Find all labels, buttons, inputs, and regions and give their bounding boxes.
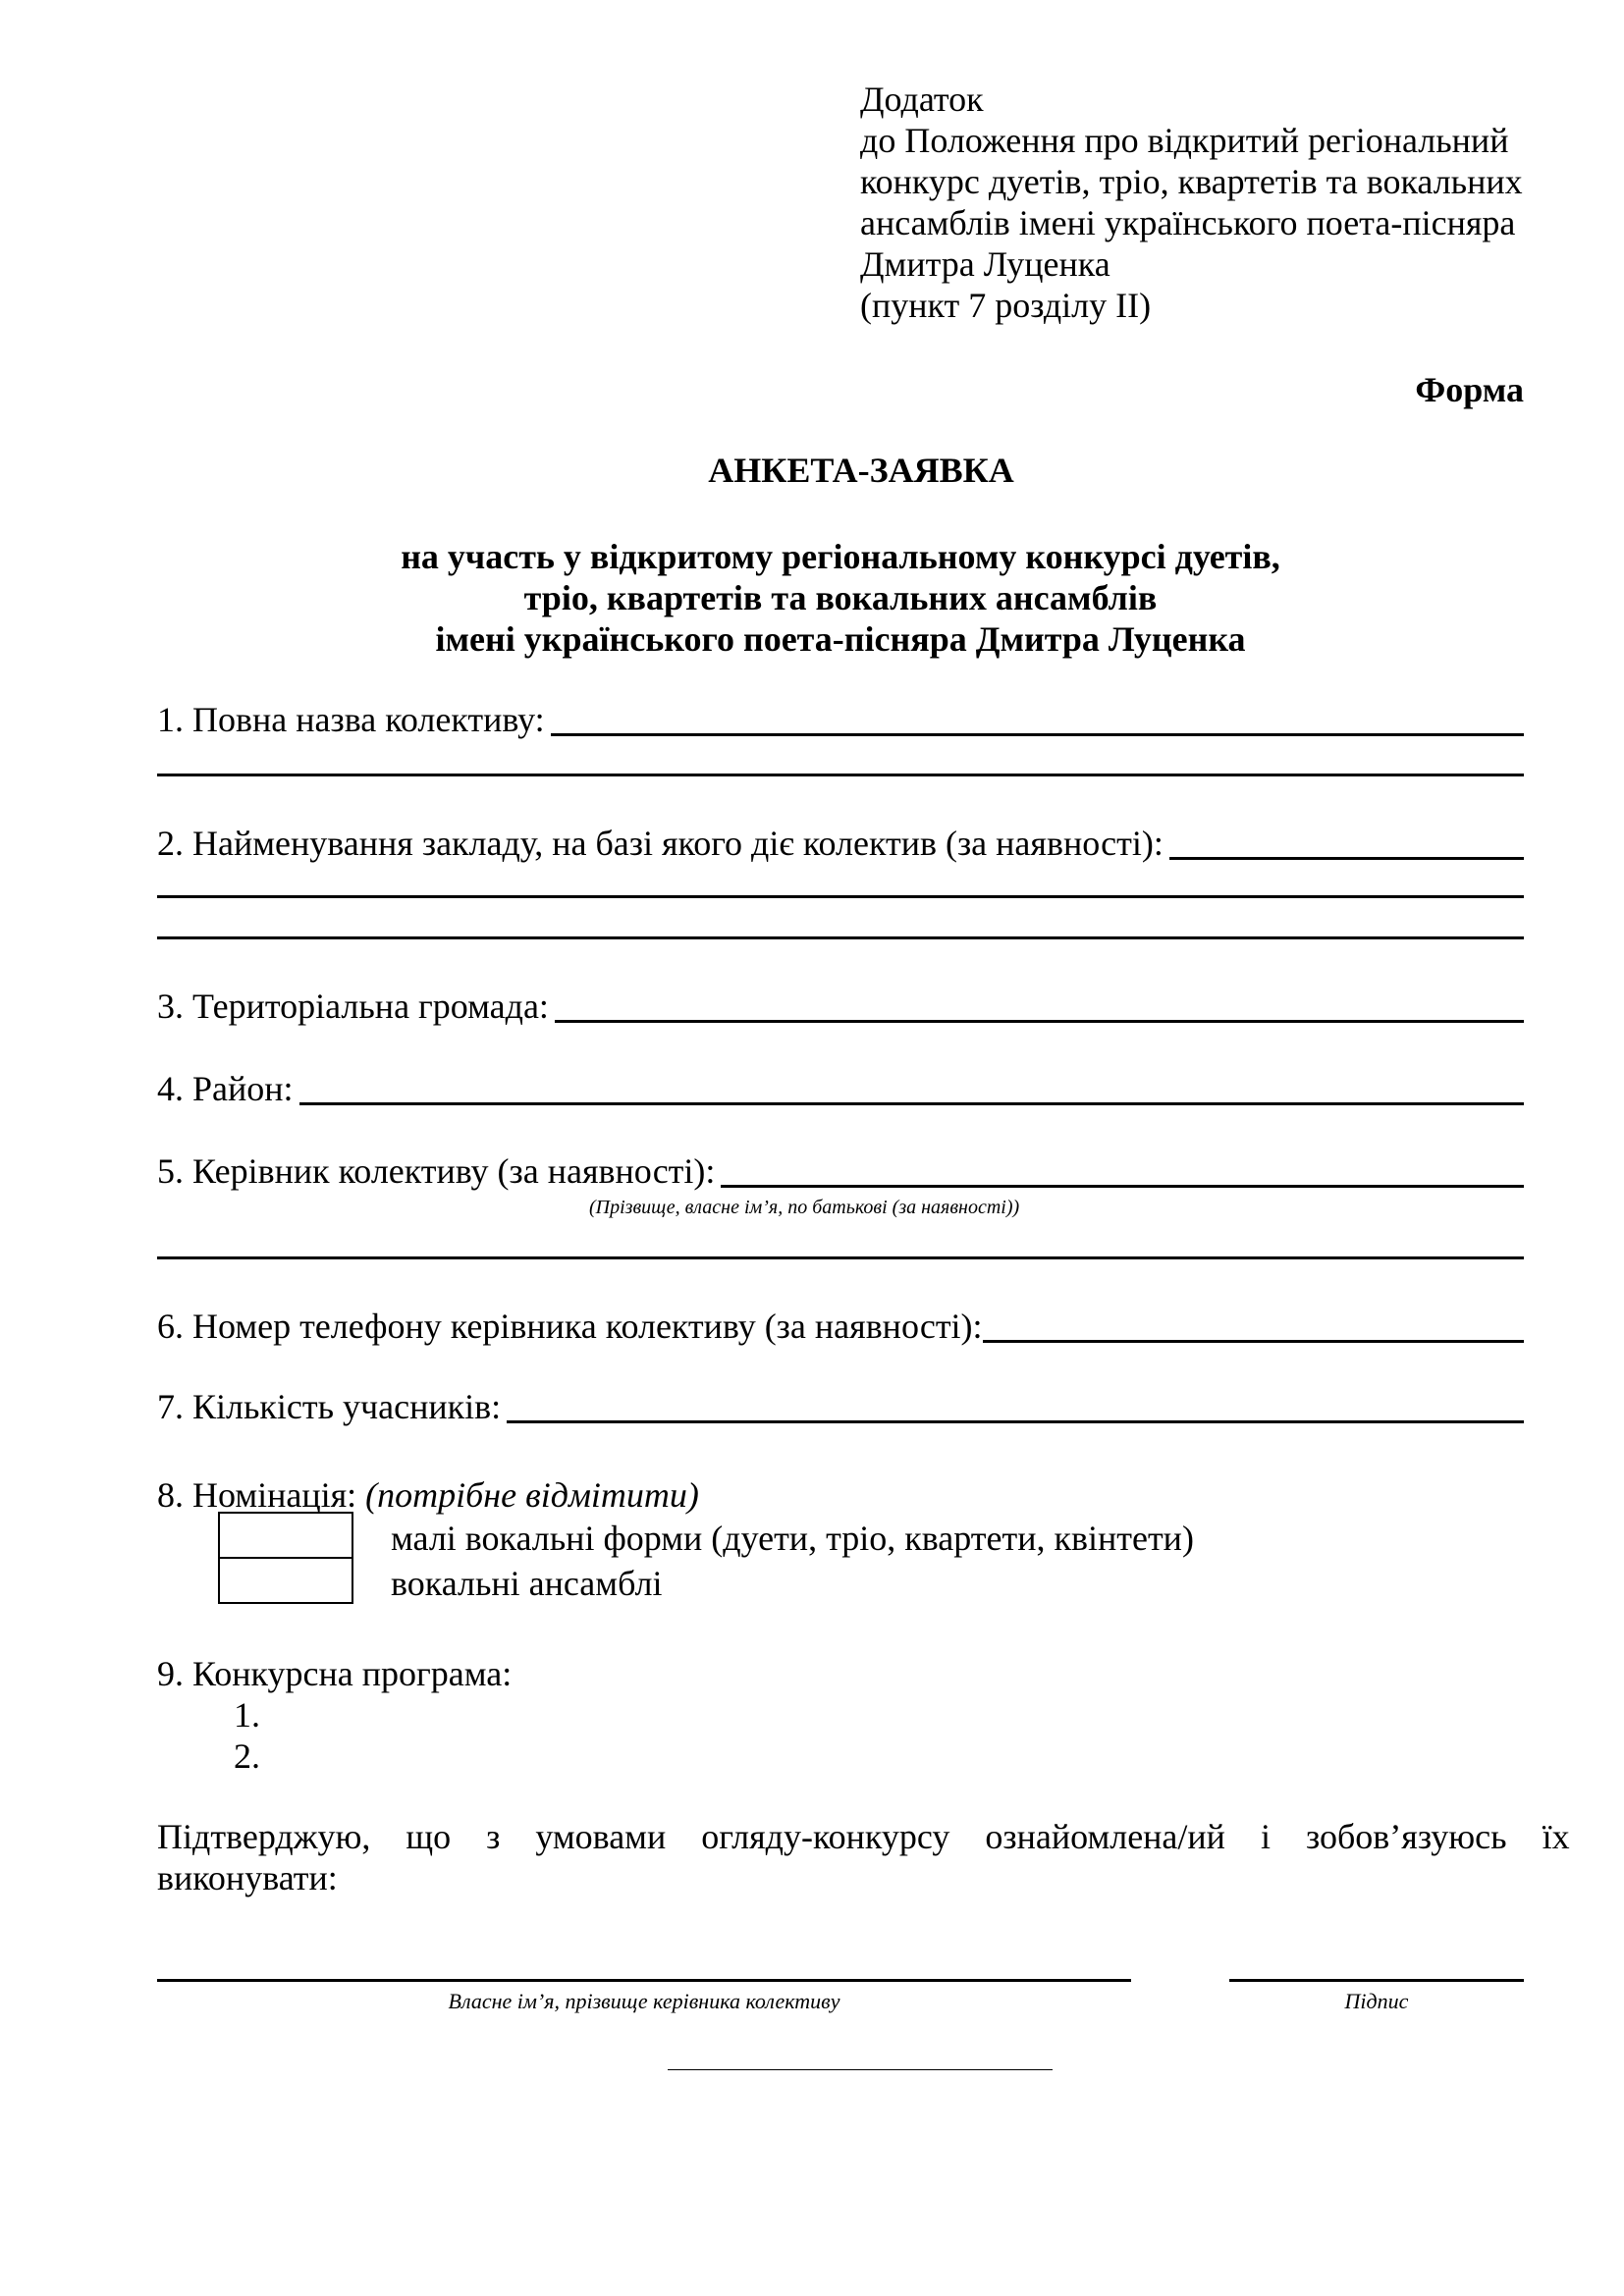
program-item: 2.: [234, 1736, 260, 1776]
field-label: 2. Найменування закладу, на базі якого діє колектив (за наявності):: [157, 824, 1164, 863]
field-label: 4. Район:: [157, 1069, 294, 1108]
field-community: [157, 986, 1524, 1027]
input-line[interactable]: [507, 1420, 1524, 1423]
name-caption: Власне ім’я, прізвище керівника колективу: [448, 1989, 840, 2013]
addendum-line: ансамблів імені українського поета-пісняра: [860, 203, 1516, 242]
field-participants: [157, 1386, 1524, 1427]
field-district: [157, 1068, 1524, 1109]
input-line[interactable]: [157, 774, 1524, 776]
field-label: 8. Номінація:: [157, 1475, 357, 1515]
field-label: 7. Кількість учасників:: [157, 1387, 502, 1426]
field-label: 1. Повна назва колективу:: [157, 700, 545, 739]
input-line[interactable]: [1169, 857, 1524, 860]
addendum-line: Додаток: [860, 80, 984, 119]
subtitle-line: тріо, квартетів та вокальних ансамблів: [523, 578, 1158, 617]
nomination-checkbox[interactable]: [218, 1557, 353, 1604]
form-label: Форма: [1415, 370, 1524, 409]
field-label: 6. Номер телефону керівника колективу (за наявності):: [157, 1307, 983, 1346]
input-line[interactable]: [555, 1020, 1524, 1023]
field-label: 5. Керівник колективу (за наявності):: [157, 1151, 716, 1191]
confirmation-line: Підтверджую, що з умовами огляду-конкурсу ознайомлена/ий і зобов’язуюсь їх: [157, 1817, 1570, 1856]
nomination-checkbox[interactable]: [218, 1512, 353, 1559]
signature-line[interactable]: [1229, 1979, 1524, 1982]
field-phone: [157, 1306, 1524, 1347]
addendum-line: конкурс дуетів, тріо, квартетів та вокальних: [860, 162, 1523, 201]
input-line[interactable]: [721, 1185, 1524, 1188]
sign-caption: Підпис: [1344, 1989, 1409, 2013]
confirmation-line: виконувати:: [157, 1858, 338, 1897]
input-line[interactable]: [551, 733, 1524, 736]
field-note: (потрібне відмітити): [365, 1475, 699, 1515]
name-signature-line[interactable]: [157, 1979, 1131, 1982]
nomination-option: вокальні ансамблі: [391, 1564, 663, 1603]
field-full-name: [157, 699, 1524, 740]
input-line[interactable]: [157, 895, 1524, 898]
input-line[interactable]: [157, 1256, 1524, 1259]
input-line[interactable]: [299, 1102, 1524, 1105]
document-subtitle: [157, 536, 1524, 660]
addendum-line: (пункт 7 розділу ІІ): [860, 286, 1152, 325]
input-line[interactable]: [157, 936, 1524, 939]
field-leader: [157, 1150, 1524, 1192]
bottom-divider: [668, 2069, 1053, 2070]
document-title: АНКЕТА-ЗАЯВКА: [708, 451, 1014, 490]
field-label: 3. Територіальна громада:: [157, 987, 549, 1026]
field-program: 9. Конкурсна програма:: [157, 1654, 513, 1693]
addendum-line: до Положення про відкритий регіональний: [860, 121, 1509, 160]
addendum-line: Дмитра Луценка: [860, 244, 1110, 284]
input-line[interactable]: [983, 1340, 1524, 1343]
nomination-option: малі вокальні форми (дуети, тріо, квартети, квінтети): [391, 1519, 1194, 1558]
field-nomination: [157, 1474, 699, 1516]
field-institution: [157, 823, 1524, 864]
subtitle-line: на участь у відкритому регіональному конкурсі дуетів,: [401, 537, 1280, 576]
addendum-block: [860, 79, 1523, 326]
program-item: 1.: [234, 1695, 260, 1735]
field-hint: (Прізвище, власне ім’я, по батькові (за наявності)): [589, 1197, 1020, 1218]
subtitle-line: імені українського поета-пісняра Дмитра Луценка: [435, 619, 1246, 659]
confirmation-text: [157, 1816, 1570, 1898]
